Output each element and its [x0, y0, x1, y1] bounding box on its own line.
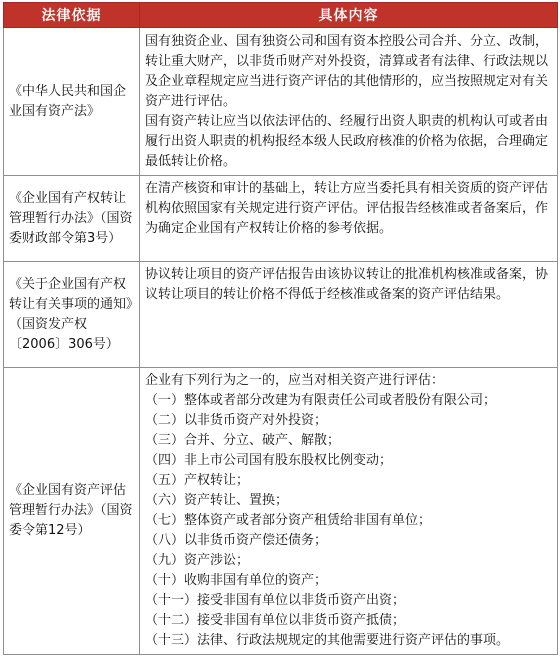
list-item: （六）资产转让、置换；	[145, 493, 289, 508]
list-item: （四）非上市公司国有股东股权比例变动；	[145, 453, 393, 468]
list-item: （五）产权转让；	[145, 473, 250, 488]
table-row	[4, 262, 558, 368]
header-content: 具体内容	[140, 3, 558, 28]
table-row	[4, 28, 558, 176]
row-4-content	[140, 368, 558, 655]
row-2-content	[140, 176, 558, 262]
list-item: （八）以非货币资产偿还债务；	[145, 533, 328, 548]
list-item: （十）收购非国有单位的资产；	[145, 573, 328, 588]
list-item: （二）以非货币资产对外投资；	[145, 413, 328, 428]
row-3-basis: 《关于企业国有产权转让有关事项的通知》（国资发产权〔2006〕306号）	[4, 262, 140, 368]
row-1-paragraph-1: 国有独资企业、国有独资公司和国有资本控股公司合并、分立、改制，转让重大财产，以非货币财产对外投资，清算或者有法律、行政法规以及企业章程规定应当进行资产评估的其他情形的，应当按照规定对有关资产进行评估。	[145, 33, 549, 109]
header-basis: 法律依据	[4, 3, 140, 28]
row-1-content	[140, 28, 558, 176]
row-1-paragraph-2: 国有资产转让应当以依法评估的、经履行出资人职责的机构认可或者由履行出资人职责的机构报经本级人民政府核准的价格为依据，合理确定最低转让价格。	[145, 113, 549, 169]
list-item: （七）整体资产或者部分资产租赁给非国有单位；	[145, 513, 432, 528]
list-item: （十二）接受非国有单位以非货币资产抵债；	[145, 613, 406, 628]
row-2-paragraph-1: 在清产核资和审计的基础上，转让方应当委托具有相关资质的资产评估机构依照国家有关规定进行资产评估。评估报告经核准或者备案后，作为确定企业国有产权转让价格的参考依据。	[145, 181, 549, 236]
table-row	[4, 368, 558, 655]
list-item: （三）合并、分立、破产、解散；	[145, 433, 341, 448]
table-row	[4, 176, 558, 262]
row-3-paragraph-1: 协议转让项目的资产评估报告由该协议转让的批准机构核准或备案，协议转让项目的转让价格不得低于经核准或备案的资产评估结果。	[145, 267, 549, 302]
row-4-basis: 《企业国有资产评估管理暂行办法》（国资委令第12号）	[4, 368, 140, 655]
list-item: （十三）法律、行政法规规定的其他需要进行资产评估的事项。	[145, 633, 510, 648]
row-4-intro: 企业有下列行为之一的，应当对相关资产进行评估：	[145, 373, 445, 388]
row-1-basis: 《中华人民共和国企业国有资产法》	[4, 28, 140, 176]
row-3-content	[140, 262, 558, 368]
list-item: （十一）接受非国有单位以非货币资产出资；	[145, 593, 406, 608]
row-2-basis: 《企业国有产权转让管理暂行办法》（国资委财政部令第3号）	[4, 176, 140, 262]
list-item: （一）整体或者部分改建为有限责任公司或者股份有限公司；	[145, 393, 497, 408]
assessment-item-list	[145, 391, 552, 651]
law-basis-table	[3, 2, 558, 655]
table-header-row	[4, 3, 558, 28]
list-item: （九）资产涉讼；	[145, 553, 250, 568]
